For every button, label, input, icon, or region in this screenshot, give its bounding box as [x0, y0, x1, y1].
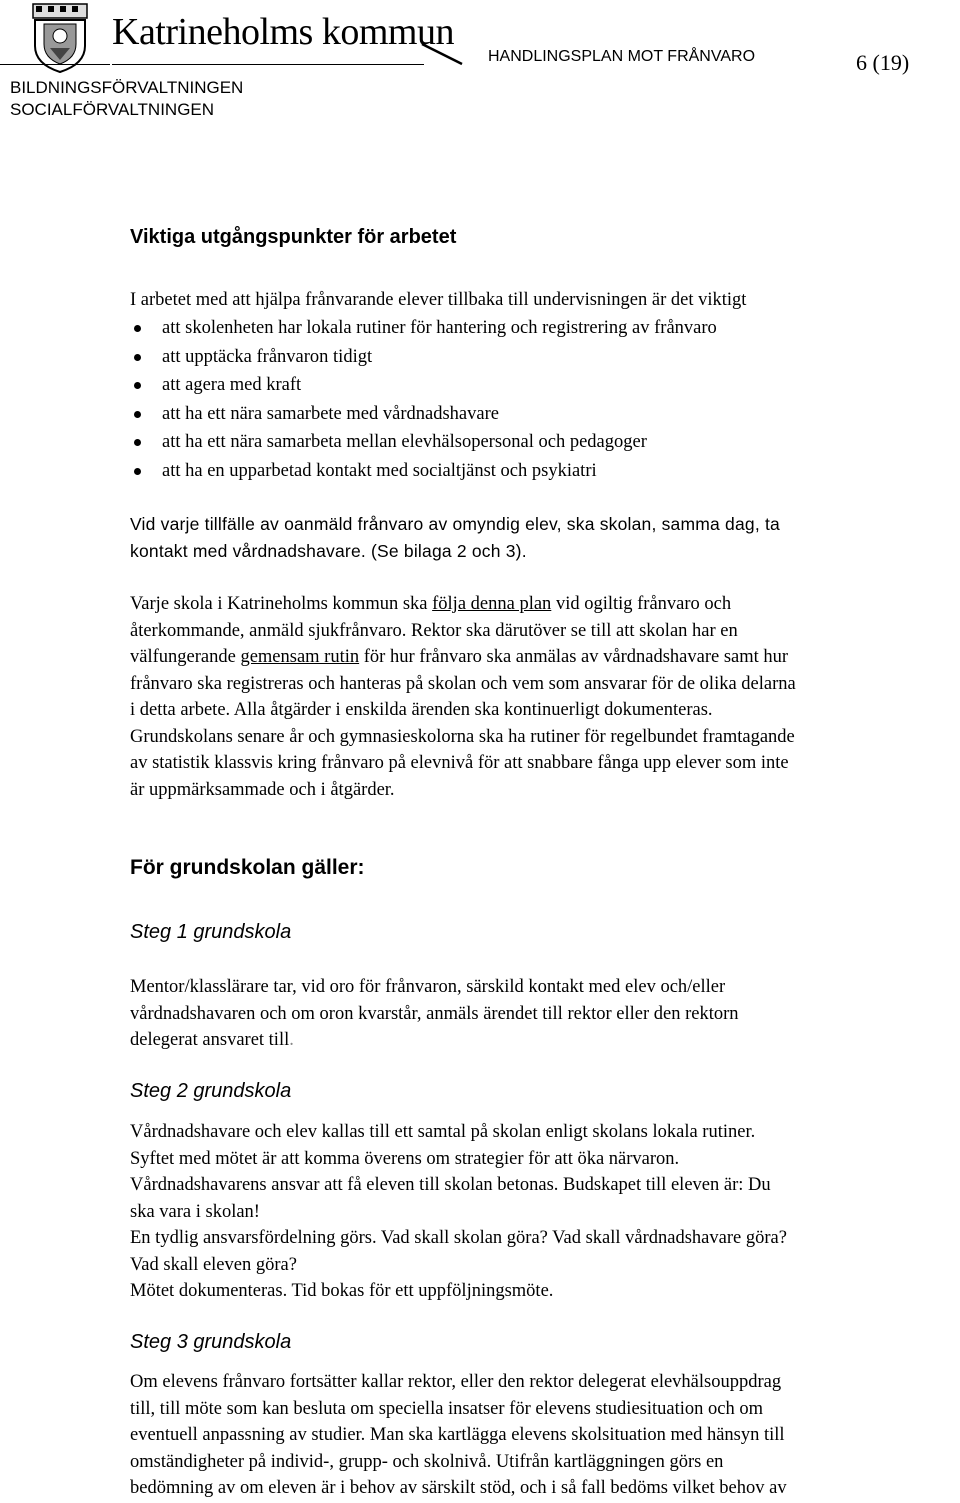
step2-title: Steg 2 grundskola: [130, 1080, 292, 1102]
list-item: att agera med kraft: [130, 371, 717, 400]
intro-text: I arbetet med att hjälpa frånvarande elever tillbaka till undervisningen är det viktigt: [130, 290, 747, 310]
bullet-icon: [134, 411, 141, 418]
bullet-icon: [134, 354, 141, 361]
header-rule-right: [112, 64, 424, 65]
header-slash-decoration: [420, 42, 464, 66]
list-item: att ha ett nära samarbeta mellan elevhälsopersonal och pedagoger: [130, 428, 717, 457]
header-rule-left: [0, 64, 110, 65]
list-item: att upptäcka frånvaron tidigt: [130, 343, 717, 372]
document-title: HANDLINGSPLAN MOT FRÅNVARO: [488, 48, 756, 65]
bullet-icon: [134, 439, 141, 446]
section-heading: Viktiga utgångspunkter för arbetet: [130, 226, 457, 248]
brand-name: Katrineholms kommun: [112, 11, 454, 53]
bullet-list: [130, 314, 717, 485]
grundskola-heading: För grundskolan gäller:: [130, 856, 365, 879]
step1-text: Mentor/klasslärare tar, vid oro för frånvaron, särskild kontakt med elev och/eller vårdnadshavaren och om oron kvarstår, anmäls ärendet till rektor eller den rektorn delegerat ansvaret till.: [130, 977, 739, 1050]
bullet-icon: [134, 382, 141, 389]
bullet-icon: [134, 468, 141, 475]
department-social: SOCIALFÖRVALTNINGEN: [10, 100, 215, 119]
unreported-absence-paragraph: Vid varje tillfälle av oanmäld frånvaro av omyndig elev, ska skolan, samma dag, ta kontakt med vårdnadshavare. (Se bilaga 2 och 3).: [130, 514, 780, 561]
step3-text: Om elevens frånvaro fortsätter kallar rektor, eller den rektor delegerat elevhälsouppdrag till, till möte som kan besluta om speciella insatser för elevens studiesituation och om eventuell anpassning av studier. Man ska kartlägga elevens skolsituation med hänsyn till omständigheter på individ-, grupp- och skolnivå. Utifrån kartläggningen görs en bedömning av om eleven är i behov av särskilt stöd, och i så fall bedöms vilket behov av: [130, 1372, 787, 1498]
list-item: att skolenheten har lokala rutiner för hantering och registrering av frånvaro: [130, 314, 717, 343]
list-item: att ha en upparbetad kontakt med socialtjänst och psykiatri: [130, 457, 717, 486]
bullet-icon: [134, 325, 141, 332]
list-item: att ha ett nära samarbete med vårdnadshavare: [130, 400, 717, 429]
page-number: 6 (19): [856, 50, 910, 75]
step3-title: Steg 3 grundskola: [130, 1331, 292, 1353]
step2-text: Vårdnadshavare och elev kallas till ett samtal på skolan enligt skolans lokala rutiner. Syftet med mötet är att komma överens om strategier för att öka närvaron. Vårdnadshavarens ansvar att få eleven till skolan betonas. Budskapet till eleven är: Du ska vara i skolan! En tydlig ansvarsfördelning görs. Vad skall skolan göra? Vad skall vårdnadshavare göra? Vad skall eleven göra? Mötet dokumenteras. Tid bokas för ett uppföljningsmöte.: [130, 1122, 787, 1301]
department-bildning: BILDNINGSFÖRVALTNINGEN: [10, 78, 244, 97]
plan-paragraph: Varje skola i Katrineholms kommun ska följa denna plan vid ogiltig frånvaro och återkommande, anmäld sjukfrånvaro. Rektor ska därutöver se till att skolan har en välfungerande gemensam rutin för hur frånvaro ska anmälas av vårdnadshavare samt hur frånvaro ska registreras och hanteras på skolan och vem som ansvarar för de olika delarna i detta arbete. Alla åtgärder i enskilda ärenden ska kontinuerligt dokumenteras. Grundskolans senare år och gymnasieskolorna ska ha rutiner för regelbundet framtagande av statistik klassvis kring frånvaro på elevnivå för att snabbare fånga upp elever som inte är uppmärksammade och i åtgärder.: [130, 594, 796, 800]
step1-title: Steg 1 grundskola: [130, 921, 292, 943]
